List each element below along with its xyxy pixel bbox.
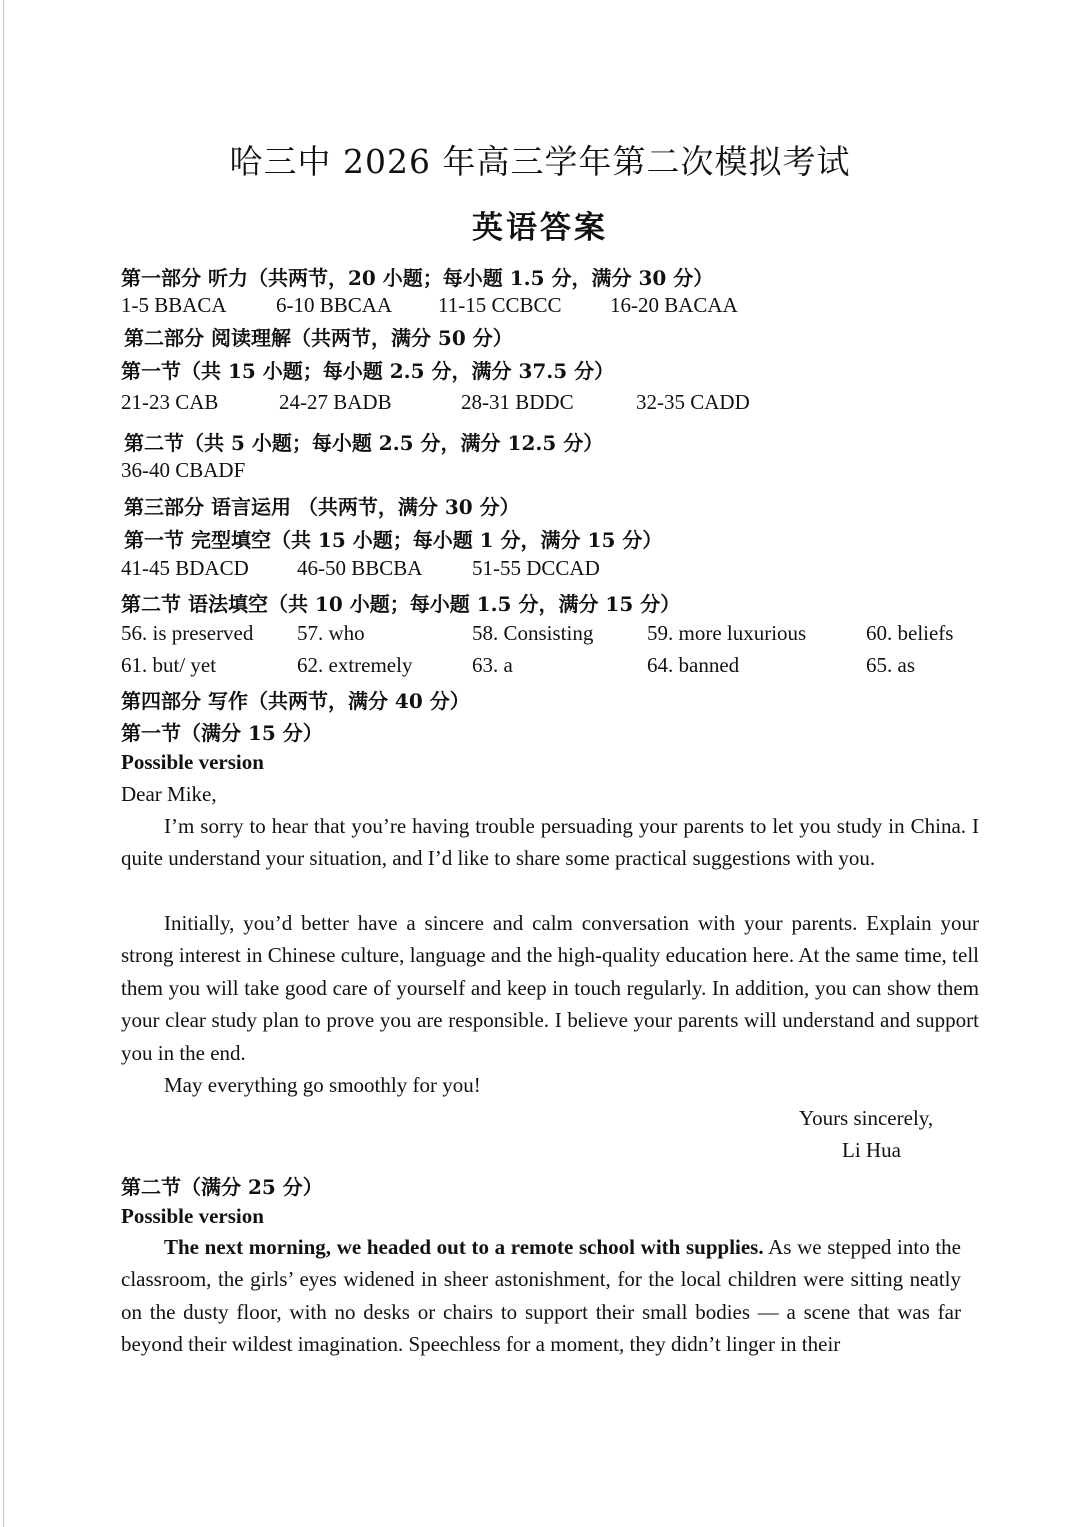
grammar-answer: 63. a (472, 653, 513, 677)
letter-greeting: Dear Mike, (121, 782, 217, 806)
grammar-answer: 62. extremely (297, 653, 413, 677)
part3-sec2-heading: 第二节 语法填空（共 10 小题；每小题 1.5 分，满分 15 分） (121, 592, 681, 616)
grammar-answer: 61. but/ yet (121, 653, 217, 677)
answer-group: 6-10 BBCAA (276, 293, 393, 317)
part3-sec1-heading: 第一节 完型填空（共 15 小题；每小题 1 分，满分 15 分） (124, 528, 663, 552)
answer-group: 41-45 BDACD (121, 556, 249, 580)
answer-group: 1-5 BBACA (121, 293, 227, 317)
answer-key-subtitle: 英语答案 (472, 210, 608, 246)
answer-group: 21-23 CAB (121, 390, 219, 414)
answer-group: 36-40 CBADF (121, 458, 246, 482)
continuation-body: As we stepped into the classroom, the girls’ eyes widened in sheer astonishment, for the local children were sitting neatly on the dusty floor, with no desks or chairs to support their small bodies — a scene that was far beyond their wildest imagination. Speechless for a moment, they didn’t linger in their (121, 1235, 962, 1357)
continuation-paragraph (121, 1231, 961, 1361)
grammar-answer: 56. is preserved (121, 621, 254, 645)
grammar-answer: 58. Consisting (472, 621, 594, 645)
grammar-answer: 65. as (866, 653, 915, 677)
letter-paragraph: I’m sorry to hear that you’re having trouble persuading your parents to let you study in China. I quite understand your situation, and I’d like to share some practical suggestions with you. (121, 814, 979, 871)
grammar-answer: 59. more luxurious (647, 621, 807, 645)
answer-group: 51-55 DCCAD (472, 556, 600, 580)
answer-group: 46-50 BBCBA (297, 556, 423, 580)
grammar-answer: 60. beliefs (866, 621, 954, 645)
part2-heading: 第二部分 阅读理解（共两节，满分 50 分） (124, 326, 513, 350)
answer-group: 16-20 BACAA (610, 293, 738, 317)
letter-paragraph: May everything go smoothly for you! (164, 1073, 481, 1097)
answer-group: 11-15 CCBCC (438, 293, 562, 317)
possible-version-label: Possible version (121, 750, 264, 774)
answer-group: 24-27 BADB (279, 390, 392, 414)
grammar-answer: 57. who (297, 621, 365, 645)
part2-sec2-heading: 第二节（共 5 小题；每小题 2.5 分，满分 12.5 分） (124, 431, 604, 455)
answer-group: 32-35 CADD (636, 390, 750, 414)
grammar-answer: 64. banned (647, 653, 740, 677)
continuation-lead-sentence: The next morning, we headed out to a remote school with supplies. (164, 1235, 764, 1259)
letter-paragraph: Initially, you’d better have a sincere and calm conversation with your parents. Explain your strong interest in Chinese culture, language and the high-quality education here. At the same time, tell them you will take good care of yourself and keep in touch regularly. In addition, you can show them your clear study plan to prove you are responsible. I believe your parents will understand and support you in the end. (121, 911, 979, 1065)
letter-closing: Yours sincerely, (799, 1106, 934, 1130)
part4-sec2-heading: 第二节（满分 25 分） (121, 1175, 323, 1199)
possible-version-label: Possible version (121, 1204, 264, 1228)
part4-heading: 第四部分 写作（共两节，满分 40 分） (121, 689, 470, 713)
part3-heading: 第三部分 语言运用 （共两节，满分 30 分） (124, 495, 520, 519)
part4-sec1-heading: 第一节（满分 15 分） (121, 721, 323, 745)
part1-heading: 第一部分 听力（共两节，20 小题；每小题 1.5 分，满分 30 分） (121, 266, 714, 290)
part2-sec1-heading: 第一节（共 15 小题；每小题 2.5 分，满分 37.5 分） (121, 359, 615, 383)
answer-group: 28-31 BDDC (461, 390, 574, 414)
exam-title: 哈三中 2026 年高三学年第二次模拟考试 (229, 142, 851, 181)
letter-signature: Li Hua (842, 1138, 901, 1162)
